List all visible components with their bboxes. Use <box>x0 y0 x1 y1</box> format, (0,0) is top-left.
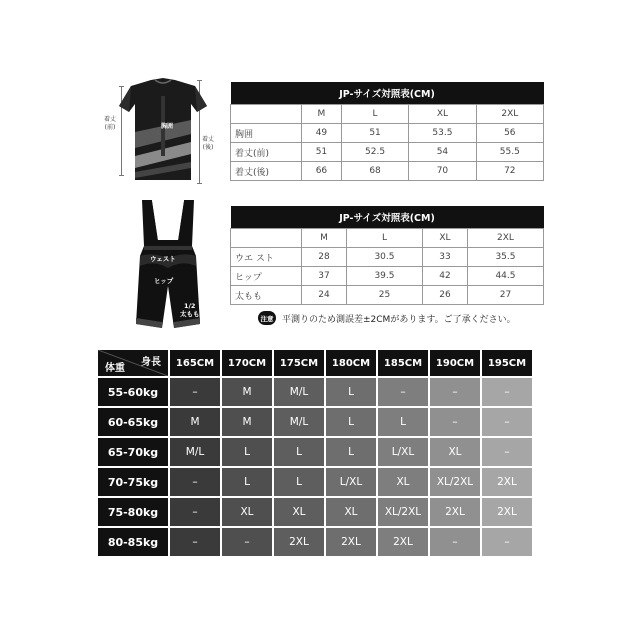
row-label: ヒップ <box>231 267 302 286</box>
weight-axis-label: 体重 <box>105 363 125 374</box>
table-cell: 35.5 <box>467 248 543 267</box>
table-cell: 26 <box>422 286 467 305</box>
table-cell: 44.5 <box>467 267 543 286</box>
bib-table-corner <box>231 229 302 248</box>
height-header: 185CM <box>378 350 428 376</box>
size-cell: L <box>274 438 324 466</box>
table-cell: 56 <box>476 124 543 143</box>
table-cell: 72 <box>476 162 543 181</box>
size-cell: 2XL <box>274 528 324 556</box>
size-header: M <box>302 229 347 248</box>
size-cell: – <box>378 378 428 406</box>
height-weight-fit-chart <box>96 348 534 558</box>
weight-header: 80-85kg <box>98 528 168 556</box>
size-cell: M <box>222 378 272 406</box>
size-cell: – <box>430 528 480 556</box>
table-row <box>231 248 544 267</box>
size-cell: M <box>222 408 272 436</box>
row-label: ウエ スト <box>231 248 302 267</box>
table-cell: 55.5 <box>476 143 543 162</box>
size-cell: L <box>378 408 428 436</box>
jersey-table-header-row <box>231 105 544 124</box>
table-cell: 30.5 <box>346 248 422 267</box>
bib-shorts-illustration <box>132 196 204 336</box>
size-cell: XL <box>430 438 480 466</box>
table-cell: 33 <box>422 248 467 267</box>
size-cell: XL <box>326 498 376 526</box>
height-header-row <box>98 350 532 376</box>
weight-header: 75-80kg <box>98 498 168 526</box>
chest-mark: 胸囲 <box>161 123 174 130</box>
weight-header: 70-75kg <box>98 468 168 496</box>
table-row <box>231 143 544 162</box>
bib-table-header-row <box>231 229 544 248</box>
measurement-notice <box>258 311 516 325</box>
length-front-label: 着丈(前) <box>103 116 116 131</box>
height-header: 190CM <box>430 350 480 376</box>
row-label: 着丈(前) <box>231 143 302 162</box>
size-cell: – <box>170 468 220 496</box>
size-cell: – <box>222 528 272 556</box>
size-cell: – <box>430 378 480 406</box>
table-row <box>98 408 532 436</box>
size-cell: XL <box>222 498 272 526</box>
size-cell: 2XL <box>430 498 480 526</box>
table-cell: 52.5 <box>341 143 408 162</box>
height-header: 165CM <box>170 350 220 376</box>
table-cell: 70 <box>409 162 476 181</box>
size-header: 2XL <box>476 105 543 124</box>
table-cell: 25 <box>346 286 422 305</box>
size-cell: – <box>170 378 220 406</box>
table-cell: 68 <box>341 162 408 181</box>
table-cell: 53.5 <box>409 124 476 143</box>
chart-corner <box>98 350 168 376</box>
size-cell: L <box>326 408 376 436</box>
height-header: 180CM <box>326 350 376 376</box>
size-cell: 2XL <box>326 528 376 556</box>
table-cell: 66 <box>302 162 342 181</box>
size-header: XL <box>422 229 467 248</box>
hip-label: ヒップ <box>154 277 174 285</box>
size-cell: L <box>274 468 324 496</box>
size-cell: – <box>482 528 532 556</box>
row-label: 胸囲 <box>231 124 302 143</box>
table-cell: 27 <box>467 286 543 305</box>
size-cell: XL <box>274 498 324 526</box>
size-cell: L/XL <box>378 438 428 466</box>
size-header: L <box>341 105 408 124</box>
size-header: XL <box>409 105 476 124</box>
size-cell: L <box>326 378 376 406</box>
table-row <box>231 286 544 305</box>
row-label: 着丈(後) <box>231 162 302 181</box>
table-cell: 54 <box>409 143 476 162</box>
jersey-illustration <box>105 72 225 187</box>
table-row <box>98 438 532 466</box>
jersey-table-corner <box>231 105 302 124</box>
caution-badge: 注意 <box>258 311 276 325</box>
table-row <box>231 267 544 286</box>
table-cell: 51 <box>302 143 342 162</box>
size-cell: M <box>170 408 220 436</box>
table-row <box>231 124 544 143</box>
size-cell: 2XL <box>482 468 532 496</box>
size-header: M <box>302 105 342 124</box>
size-cell: – <box>430 408 480 436</box>
waist-label: ウェスト <box>150 255 176 263</box>
height-header: 195CM <box>482 350 532 376</box>
table-cell: 51 <box>341 124 408 143</box>
bib-size-table <box>230 206 544 305</box>
size-header: 2XL <box>467 229 543 248</box>
thigh-label: 1/2 太もも <box>180 302 200 318</box>
table-row <box>98 468 532 496</box>
length-back-label: 着丈(後) <box>201 136 214 151</box>
height-header: 170CM <box>222 350 272 376</box>
size-cell: L <box>222 438 272 466</box>
table-cell: 28 <box>302 248 347 267</box>
table-cell: 37 <box>302 267 347 286</box>
size-cell: XL/2XL <box>430 468 480 496</box>
size-cell: L <box>222 468 272 496</box>
height-header: 175CM <box>274 350 324 376</box>
height-axis-label: 身長 <box>141 357 161 368</box>
table-row <box>231 162 544 181</box>
table-row <box>98 378 532 406</box>
table-row <box>98 498 532 526</box>
size-cell: L/XL <box>326 468 376 496</box>
size-header: L <box>346 229 422 248</box>
notice-text: 平測りのため測誤差±2CMがあります。ご了承ください。 <box>282 314 516 325</box>
weight-header: 55-60kg <box>98 378 168 406</box>
size-cell: XL/2XL <box>378 498 428 526</box>
size-cell: – <box>482 438 532 466</box>
weight-header: 65-70kg <box>98 438 168 466</box>
table-row <box>98 528 532 556</box>
table-cell: 42 <box>422 267 467 286</box>
bib-table-title: JP-サイズ対照表(CM) <box>231 206 544 229</box>
size-cell: M/L <box>170 438 220 466</box>
size-cell: L <box>326 438 376 466</box>
row-label: 太もも <box>231 286 302 305</box>
size-cell: M/L <box>274 408 324 436</box>
table-cell: 24 <box>302 286 347 305</box>
size-cell: XL <box>378 468 428 496</box>
weight-header: 60-65kg <box>98 408 168 436</box>
size-cell: – <box>482 378 532 406</box>
size-cell: M/L <box>274 378 324 406</box>
size-cell: 2XL <box>378 528 428 556</box>
jersey-table-title: JP-サイズ対照表(CM) <box>231 82 544 105</box>
size-cell: – <box>482 408 532 436</box>
size-cell: – <box>170 528 220 556</box>
jersey-size-table <box>230 82 544 181</box>
table-cell: 49 <box>302 124 342 143</box>
size-cell: 2XL <box>482 498 532 526</box>
size-cell: – <box>170 498 220 526</box>
table-cell: 39.5 <box>346 267 422 286</box>
